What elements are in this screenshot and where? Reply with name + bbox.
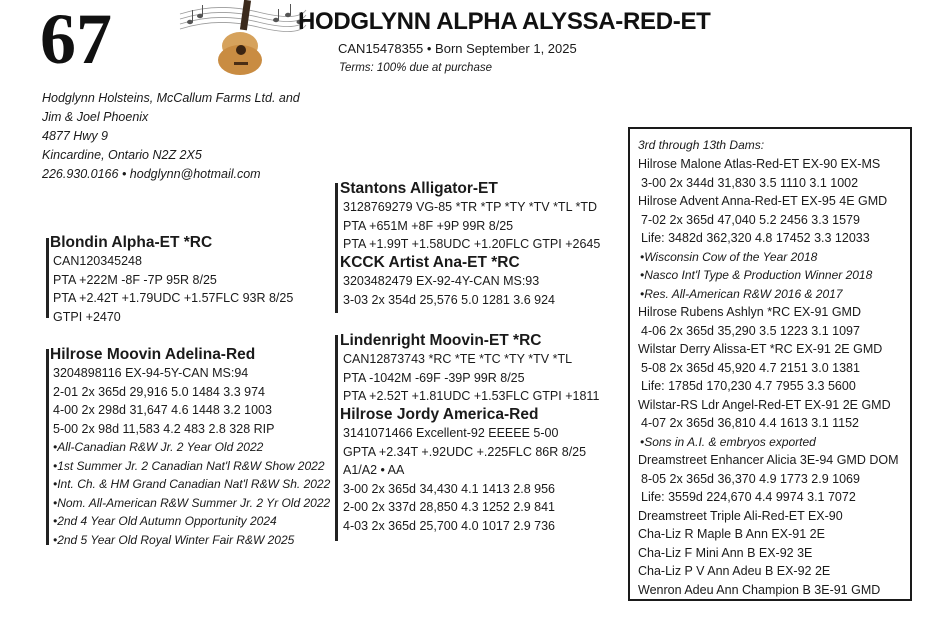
dam-honor: •Nom. All-American R&W Summer Jr. 2 Yr Old 2022 (53, 495, 331, 510)
dam-ancestor-note: •Res. All-American R&W 2016 & 2017 (640, 286, 843, 301)
dam-ancestor-name: Cha-Liz R Maple B Ann EX-91 2E (638, 527, 825, 541)
dams-box-header: 3rd through 13th Dams: (638, 138, 765, 152)
sale-terms: Terms: 100% due at purchase (339, 62, 492, 74)
dam-honor: •2nd 5 Year Old Royal Winter Fair R&W 2025 (53, 532, 295, 547)
sire-name: Blondin Alpha-ET *RC (50, 234, 213, 251)
sire-line: CAN120345248 (53, 254, 142, 268)
paternal-grandsire-line: PTA +1.99T +1.58UDC +1.20FLC GTPI +2645 (343, 237, 601, 251)
dam-ancestor-name: Hilrose Malone Atlas-Red-ET EX-90 EX-MS (638, 157, 881, 171)
dam-ancestor-name: Wilstar Derry Alissa-ET *RC EX-91 2E GMD (638, 342, 883, 356)
consignor-line: Kincardine, Ontario N2Z 2X5 (42, 148, 202, 162)
maternal-granddam-line: A1/A2 • AA (343, 463, 405, 477)
dam-ancestor-name: Hilrose Advent Anna-Red-ET EX-95 4E GMD (638, 194, 888, 208)
dam-ancestor-record: Life: 1785d 170,230 4.7 7955 3.3 5600 (641, 379, 856, 393)
dam-ancestor-note: •Sons in A.I. & embryos exported (640, 434, 816, 449)
paternal-granddam-line: 3203482479 EX-92-4Y-CAN MS:93 (343, 274, 540, 288)
maternal-bracket-line (335, 335, 338, 541)
paternal-granddam-name: KCCK Artist Ana-ET *RC (340, 254, 520, 271)
dam-honor: •2nd 4 Year Old Autumn Opportunity 2024 (53, 514, 277, 528)
dam-ancestor-name: Wilstar-RS Ldr Angel-Red-ET EX-91 2E GMD (638, 397, 891, 412)
sire-line: PTA +222M -8F -7P 95R 8/25 (53, 272, 217, 287)
dam-ancestor-name: Wenron Adeu Ann Champion B 3E-91 GMD (638, 582, 881, 597)
paternal-granddam-block (340, 253, 555, 309)
maternal-grandsire-name: Lindenright Moovin-ET *RC (340, 332, 542, 349)
dam-bracket-line (46, 349, 49, 545)
paternal-granddam-line: 3-03 2x 354d 25,576 5.0 1281 3.6 924 (343, 292, 555, 307)
maternal-grandsire-block (340, 331, 599, 406)
consignor-contact: 226.930.0166 • hodglynn@hotmail.com (42, 167, 261, 181)
paternal-grandsire-name: Stantons Alligator-ET (340, 180, 498, 197)
maternal-grandsire-line: CAN12873743 *RC *TE *TC *TY *TV *TL (343, 352, 573, 366)
sire-block (50, 233, 293, 326)
dam-ancestor-record: Life: 3559d 224,670 4.4 9974 3.1 7072 (641, 490, 856, 504)
dam-line: 5-00 2x 98d 11,583 4.2 483 2.8 328 RIP (53, 421, 275, 436)
dam-line: 4-00 2x 298d 31,647 4.6 1448 3.2 1003 (53, 403, 272, 417)
consignor-info (42, 89, 300, 184)
dam-line: 3204898116 EX-94-5Y-CAN MS:94 (53, 366, 249, 380)
paternal-grandsire-block (340, 179, 600, 254)
dam-ancestor-record: 4-06 2x 365d 35,290 3.5 1223 3.1 1097 (641, 323, 860, 338)
paternal-bracket-line (335, 183, 338, 313)
guitar-music-icon (178, 0, 308, 78)
dams-box (628, 127, 912, 601)
dam-ancestor-record: 7-02 2x 365d 47,040 5.2 2456 3.3 1579 (641, 212, 860, 227)
paternal-grandsire-line: 3128769279 VG-85 *TR *TP *TY *TV *TL *TD (343, 200, 598, 214)
maternal-granddam-name: Hilrose Jordy America-Red (340, 406, 539, 423)
maternal-granddam-line: 3-00 2x 365d 34,430 4.1 1413 2.8 956 (343, 481, 555, 496)
consignor-line: 4877 Hwy 9 (42, 129, 109, 143)
sire-bracket-line (46, 238, 49, 318)
paternal-grandsire-line: PTA +651M +8F +9P 99R 8/25 (343, 218, 514, 233)
maternal-grandsire-line: PTA +2.52T +1.81UDC +1.53FLC GTPI +1811 (343, 389, 600, 403)
lot-number: 67 (40, 0, 112, 79)
dam-name: Hilrose Moovin Adelina-Red (50, 346, 256, 363)
dam-honor: •1st Summer Jr. 2 Canadian Nat'l R&W Show 2022 (53, 458, 325, 473)
sire-line: PTA +2.42T +1.79UDC +1.57FLC 93R 8/25 (53, 291, 294, 305)
dam-ancestor-record: 3-00 2x 344d 31,830 3.5 1110 3.1 1002 (641, 175, 859, 190)
animal-title: HODGLYNN ALPHA ALYSSA-RED-ET (298, 8, 711, 35)
sire-line: GTPI +2470 (53, 309, 121, 324)
dam-ancestor-name: Dreamstreet Enhancer Alicia 3E-94 GMD DOM (638, 453, 899, 467)
dam-honor: •All-Canadian R&W Jr. 2 Year Old 2022 (53, 440, 264, 454)
dam-ancestor-name: Cha-Liz P V Ann Adeu B EX-92 2E (638, 564, 831, 578)
dam-ancestor-record: Life: 3482d 362,320 4.8 17452 3.3 12033 (641, 231, 870, 245)
consignor-line: Hodglynn Holsteins, McCallum Farms Ltd. and (42, 91, 300, 105)
maternal-granddam-line: 2-00 2x 337d 28,850 4.3 1252 2.9 841 (343, 500, 555, 514)
dam-line: 2-01 2x 365d 29,916 5.0 1484 3.3 974 (53, 384, 265, 399)
maternal-grandsire-line: PTA -1042M -69F -39P 99R 8/25 (343, 370, 525, 385)
dam-ancestor-name: Hilrose Rubens Ashlyn *RC EX-91 GMD (638, 305, 861, 319)
dam-ancestor-note: •Nasco Int'l Type & Production Winner 2018 (640, 268, 873, 282)
maternal-granddam-line: GPTA +2.34T +.92UDC +.225FLC 86R 8/25 (343, 444, 587, 459)
registration-birthdate: CAN15478355 • Born September 1, 2025 (338, 41, 577, 56)
dams-box-rows (638, 155, 910, 599)
dam-ancestor-record: 8-05 2x 365d 36,370 4.9 1773 2.9 1069 (641, 471, 860, 486)
dam-honor: •Int. Ch. & HM Grand Canadian Nat'l R&W Sh. 2022 (53, 477, 331, 491)
dam-ancestor-name: Cha-Liz F Mini Ann B EX-92 3E (638, 545, 813, 560)
consignor-line: Jim & Joel Phoenix (42, 110, 149, 124)
maternal-granddam-line: 4-03 2x 365d 25,700 4.0 1017 2.9 736 (343, 518, 555, 533)
dam-ancestor-note: •Wisconsin Cow of the Year 2018 (640, 249, 818, 264)
dam-ancestor-name: Dreamstreet Triple Ali-Red-ET EX-90 (638, 508, 843, 523)
dam-ancestor-record: 5-08 2x 365d 45,920 4.7 2151 3.0 1381 (641, 360, 860, 375)
maternal-granddam-block (340, 405, 586, 535)
dam-ancestor-record: 4-07 2x 365d 36,810 4.4 1613 3.1 1152 (641, 416, 860, 430)
dam-block (50, 345, 330, 549)
maternal-granddam-line: 3141071466 Excellent-92 EEEEE 5-00 (343, 426, 559, 440)
